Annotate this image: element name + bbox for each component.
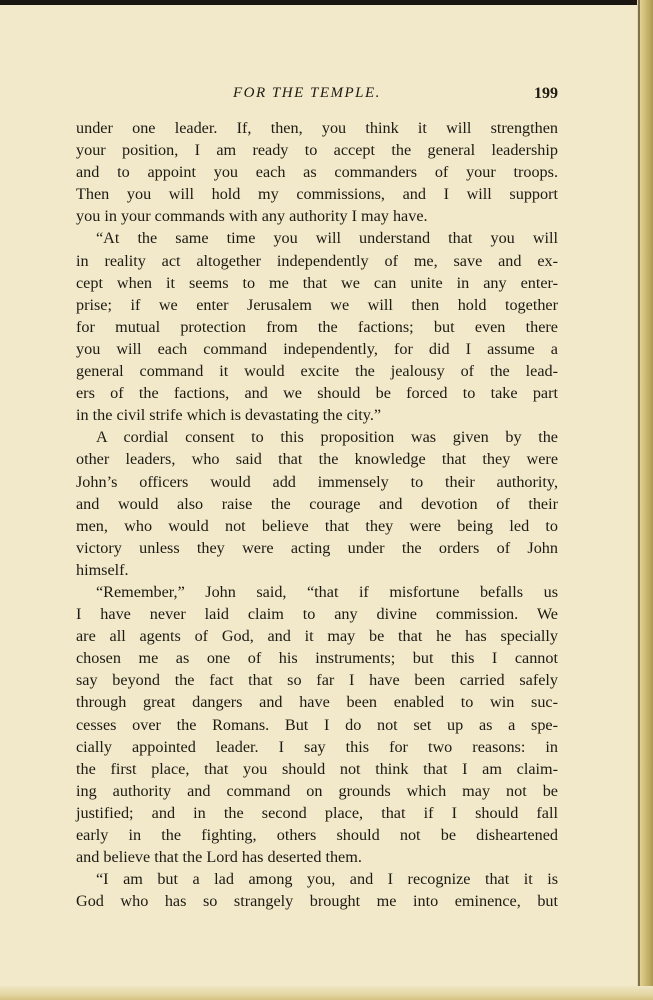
text-line: justified; and in the second place, that if I should fall <box>76 803 558 822</box>
text-line: in reality act altogether independently of me, save and ex- <box>76 251 558 270</box>
text-line: you in your commands with any authority I may have. <box>76 207 428 226</box>
text-line: cept when it seems to me that we can unite in any enter- <box>76 273 558 292</box>
text-line: A cordial consent to this proposition was given by the <box>96 428 558 447</box>
text-line: I have never laid claim to any divine commission. We <box>76 605 558 624</box>
text-line: through great dangers and have been enabled to win suc- <box>76 693 558 712</box>
text-line: for mutual protection from the factions; but even there <box>76 317 558 336</box>
text-line: general command it would excite the jealousy of the lead- <box>76 362 558 381</box>
text-line: men, who would not believe that they were being led to <box>76 516 558 535</box>
text-line: cesses over the Romans. But I do not set up as a spe- <box>76 715 558 734</box>
text-line: ers of the factions, and we should be forced to take part <box>76 384 558 403</box>
page-spine-line <box>638 0 640 1000</box>
body-text <box>76 117 558 912</box>
page-number: 199 <box>534 85 558 102</box>
text-line: prise; if we enter Jerusalem we will then hold together <box>76 295 558 314</box>
text-line: Then you will hold my commissions, and I will support <box>76 185 558 204</box>
text-line: “At the same time you will understand that you will <box>96 229 558 248</box>
text-line: and would also raise the courage and devotion of their <box>76 494 558 513</box>
text-line: early in the fighting, others should not be disheartened <box>76 826 558 844</box>
page-header <box>76 85 558 107</box>
text-line: say beyond the fact that so far I have been carried safely <box>76 671 558 690</box>
text-line: other leaders, who said that the knowledge that they were <box>76 450 558 469</box>
text-line: are all agents of God, and it may be that he has specially <box>76 627 558 646</box>
text-line: himself. <box>76 560 129 579</box>
text-line: ing authority and command on grounds which may not be <box>76 781 558 800</box>
text-line: you will each command independently, for did I assume a <box>76 339 558 358</box>
running-head: FOR THE TEMPLE. <box>233 85 381 101</box>
text-line: “Remember,” John said, “that if misfortune befalls us <box>96 582 558 601</box>
text-line: and to appoint you each as commanders of your troops. <box>76 163 558 182</box>
text-line: the first place, that you should not think that I am claim- <box>76 759 558 778</box>
text-line: and believe that the Lord has deserted them. <box>76 848 362 867</box>
text-line: under one leader. If, then, you think it will strengthen <box>76 119 558 137</box>
text-line: John’s officers would add immensely to their authority, <box>76 472 558 491</box>
page-top-edge <box>0 0 653 5</box>
text-line: your position, I am ready to accept the general leadership <box>76 141 558 160</box>
page-bottom-edge <box>0 986 653 1000</box>
text-line: chosen me as one of his instruments; but this I cannot <box>76 649 558 668</box>
text-line: cially appointed leader. I say this for two reasons: in <box>76 737 558 756</box>
text-line: in the civil strife which is devastating the city.” <box>76 406 382 425</box>
text-line: God who has so strangely brought me into eminence, but <box>76 892 558 911</box>
text-line: “I am but a lad among you, and I recognize that it is <box>96 870 558 889</box>
text-line: victory unless they were acting under the orders of John <box>76 538 558 557</box>
